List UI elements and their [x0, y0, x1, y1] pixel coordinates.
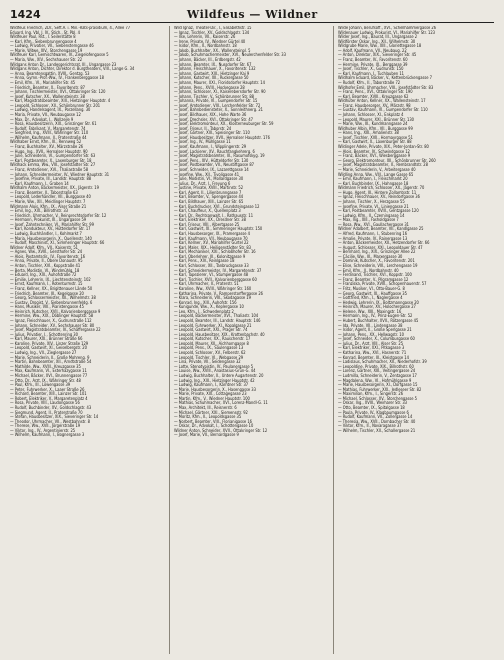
directory-entry: — Konrad, Beamter, III., Kleistgasse 14 — [338, 354, 409, 360]
directory-entry: — Franz, Pens., XVI., Ottakringer Str. 190 — [338, 89, 413, 95]
directory-entry: — Karl, Gastwirt, X., Laxenburger Str. 88 — [338, 139, 412, 145]
directory-entry: — Oskar, Dr., Advokat, I., Schottengasse 10 — [174, 423, 254, 429]
directory-entry: — Leopold, Tischler, VI., Webgasse 29 — [174, 354, 244, 360]
directory-entry: — Franz, Beamter, V., Pilgramgasse 12 — [338, 276, 409, 282]
directory-entry: — Karl, Dr., Rechtsanwalt, I., Rathausstr. 11 — [174, 212, 254, 218]
directory-entry: — Johann, Pens., XVIII., Hockegasse 28 — [174, 84, 245, 90]
directory-entry: — Marie, Ww., III., Kundmanngasse 24 — [338, 121, 408, 127]
directory-entry: — Hubert, Buchhalter, XVII., Rötzergasse 45 — [338, 318, 419, 323]
directory-entry: — Maria, Hausbesorgerin, X., Quellenstr. 140 — [10, 235, 92, 241]
directory-entry: — Hermann, Ing., IV., Prinz-Eugen-Str. 52 — [338, 313, 413, 319]
directory-entry: Wildner Anton, Schneider, XVII., Ottakringer Str. 12 — [174, 427, 268, 433]
directory-entry: Wildgans Anton Dr., Landesgerichtsrat, III., Ungargasse 23 — [10, 61, 117, 67]
directory-entry: — Karl, Buchbinder, IX., Hahngasse 18 — [338, 180, 409, 186]
directory-entry: — Josef, Magistratsbeamter, III., Rasumofskyg. 19 — [174, 153, 265, 159]
directory-entry: — Karl, Kaufmann, I., Graben 14 — [10, 180, 69, 186]
directory-entry: — Josef, Zahntechniker, VI., Mariahilfer Str. 99 — [10, 221, 94, 227]
directory-entry: — Karl, Gastwirt, XI., Simmeringer Hauptstr. 150 — [174, 226, 263, 232]
directory-entry: — Irene, Private, IV., Wiedner Gürtel 40 — [174, 38, 246, 44]
directory-entry: — Josefine, Private, III., Landstr. Hauptstr. 88 — [10, 176, 92, 182]
directory-entry: — Friedrich, Beamter, III., Kegelgasse 20 — [10, 290, 84, 296]
directory-entry: — Emil, Ing., XIX., Billrothstr. 33 — [10, 208, 68, 214]
directory-entry: — Karl, Kaufmann, I., Tuchlauben 11 — [338, 70, 404, 76]
directory-entry: — Karl, Schlosser, XII., Tanbruckgasse 33 — [174, 263, 249, 269]
directory-entry: — Johann, Schneider, XV., Sechshauser Str. 80 — [10, 322, 95, 328]
directory-entry: — Johanna, Private, VI., Gumpendorfer Str. 15 — [174, 98, 258, 104]
directory-entry: — Karl, Kondukteur, XV., Hütteldorfer Str. 17 — [10, 226, 91, 232]
directory-entry: — Katharina, Ww., XVI., Hasnerstr. 71 — [338, 350, 407, 356]
directory-entry: — Karl, Agent, II., Lilienbrunngasse 7 — [174, 189, 242, 195]
directory-entry: — August, Schlosser, XXI., Leopoldauer Str. 47 — [338, 244, 423, 250]
directory-entry: — Theodor, Uhrmacher, VII., Westbahnstr. 8 — [10, 418, 90, 424]
directory-entry: — Fritz, Musiker, VI., Otto-Bauer-G. 8 — [338, 285, 405, 291]
directory-entry: — Heinrich, Kutscher, XVII., Kalvarienberggasse 9 — [10, 308, 101, 314]
directory-entry: — Josefine, Ww., XII., Tivoligasse 41 — [174, 171, 240, 177]
directory-entry: Wildhack Emma, Ww., VIII., Josefstädter Str. 27 — [10, 162, 96, 168]
directory-entry: — Johann, Bäcker, III., Erdbergstr. 42 — [174, 57, 241, 63]
directory-entry: Wildhuber Albin, Kfm., VII., Burggasse 99 — [338, 125, 413, 131]
directory-entry: — Rudolf, Kfm., II., Taborstraße 72 — [338, 79, 401, 85]
directory-entry: Wildner Adolf, Kfm., VII., Kaiserstr. 51 — [10, 244, 78, 250]
directory-entry: — Rosa, Ww., XVI., Gaullachergasse 31 — [338, 221, 409, 227]
directory-entry: — Ernst, Kaufmann, I., Rotenturmstr. 15 — [10, 281, 83, 287]
directory-entry: — Emilie, Lehrerin, IX., Liechtensteinstr. 102 — [10, 276, 91, 282]
directory-entry: Wilder Josef, Ing., Baurat, III., Ungargasse 2 — [338, 34, 418, 40]
directory-entry: — Gottfried, Kfm., I., Naglergasse 4 — [338, 295, 403, 301]
directory-entry: — Wilhelm, Kaufmann, I., Bognergasse 3 — [10, 432, 85, 438]
directory-entry: — Stefan, Hausbesitzer, XIX., Sieveringer Str. 14 — [10, 414, 99, 420]
directory-entry: — Alfred, Kaufmann, I., Stubenring 16 — [338, 231, 408, 237]
directory-entry: — Adolf, Kaufmann, VII., Neubaug. 22 — [338, 47, 407, 53]
directory-entry: — Hermann, Prokurist, III., Ungargasse 59 — [10, 217, 87, 223]
directory-entry: — Johann, Gastwirt, XIII., Hietzinger Kai 9 — [174, 70, 250, 76]
directory-entry: — Karl, Kellner, XV., Mariahilfer Gürtel 22 — [174, 240, 249, 246]
directory-entry: — Karoline, Private, XIV., Linzer Straße 129 — [10, 340, 89, 346]
directory-entry: — Josef, Bildhauer, XIX., Hohe Warte 36 — [174, 111, 247, 117]
directory-entry: — Franziska, Private, XVIII., Schopenhauerstr. 57 — [338, 281, 427, 287]
directory-entry: — Amalie, Private, IV., Rainergasse 13 — [338, 235, 408, 241]
directory-entry: — Richard, Beamter, XIII., Lainzer Str. 101 — [10, 391, 87, 397]
directory-entry: — Martin, Kfm., V., Wiedner Hauptstr. 100 — [174, 395, 250, 401]
directory-entry: — Emil, Kaufmann, I., Fleischmarkt 20 — [338, 176, 408, 182]
directory-entry: — Leopold, Hausbesitzer, XIX., Krottenbachstr. 40 — [174, 331, 265, 337]
directory-entry: — Berta, Modistin, VI., Windmühlg. 18 — [10, 267, 80, 273]
directory-entry: — Hedwig, Lehrerin, IX., Boltzmanngasse 20 — [338, 299, 419, 305]
directory-entry: — Maria, Ww., XIV., Sechshauser Str. 22 — [10, 57, 83, 63]
directory-entry: — Michael, Schlosser, XV., Storchengasse 5 — [338, 395, 417, 401]
directory-entry: — Ladislaus, Schuhmacher, XII., Niederhofstr. 39 — [338, 359, 427, 365]
directory-entry: — Leopold, Pens., IX., Säulengasse 13 — [174, 345, 244, 351]
directory-entry: — Leopold, Beamter, III., Landstr. Hauptstr. 146 — [174, 318, 261, 323]
directory-entry: — Karl, Elektriker, XX., Dresdner Str. 38 — [174, 217, 246, 223]
directory-entry: — Magdalena, Ww., VI., Hofmühlgasse 9 — [338, 377, 412, 383]
directory-entry: — Karl, Postbeamter, X., Laxenburger Str. 18 — [10, 157, 92, 163]
directory-entry: — Robert, Elektriker, V., Margaretenplatz 4 — [10, 395, 88, 401]
directory-entry: — Karl, Chauffeur, X., Quellenplatz 3 — [174, 208, 241, 214]
directory-entry: — Leopold, Gastwirt, XXI., Prager Str. 74 — [174, 327, 248, 333]
directory-entry: — Johann, Schneidermeister, IV., Wiedner Hauptstr. 31 — [10, 171, 110, 177]
directory-entry: — Hugo, Agent, III., Hintere Zollamtsstr. 11 — [338, 189, 417, 195]
directory-entry: — Ludwig, Buchhändler, I., Kohlmarkt 7 — [10, 231, 82, 237]
directory-entry: Wild Ignaz, Theater-Dir., I., Elisabethstr. 15 — [174, 26, 252, 30]
directory-entry: — Mathias, Schuhmacher, XVI., Lorenz-Mandl-G. 11 — [174, 400, 268, 406]
directory-entry: — Johann, Tischler, X., Herzgasse 55 — [338, 198, 405, 204]
directory-entry: Wildhalm Eduard, Bäcker, V., Kettenbrückengasse 7 — [338, 75, 432, 81]
directory-entry: Wildgans Anton, Dichter, Direktor d. Burgtheaters, VIII., Lange G. 34 — [10, 66, 135, 72]
directory-entry: — Emil, Kfm., II., Nordbahnstr. 40 — [338, 267, 399, 273]
directory-entry: Wildmann Alois, Kfm., IX., Alser Straße 21 — [10, 203, 87, 209]
directory-entry: — Elise, Schneiderin, VIII., Lerchengasse 19 — [338, 263, 418, 269]
directory-entry: — Otto, Dr., Arzt, IX., Währinger Str. 48 — [10, 377, 81, 383]
directory-entry: — Helene, Ww., XIII., Maxingstr. 16 — [338, 308, 402, 314]
directory-entry: — Josef, Gärtner, XIII., Speisinger Str. 110 — [174, 130, 250, 136]
directory-entry: — Paul, Kfm., III., Löwengasse 39 — [10, 382, 71, 388]
directory-entry: — Georg, Gastwirt, XI., Hauffgasse 35 — [338, 290, 407, 296]
column-3 — [338, 26, 494, 654]
directory-entry: — Karl, Tischler, XVII., Kalvarienberggasse 60 — [174, 276, 257, 282]
directory-entry: — Johann, Tischlermeister, XVI., Ottakringer Str. 120 — [10, 89, 106, 95]
directory-entry: — Karl, Bildhauer, XIII., Lainzer Str. 65 — [174, 198, 244, 204]
directory-entry: — Franz, Bäcker, XVI., Wiesberggasse 9 — [338, 153, 411, 159]
directory-entry: — Rudolf, Maschinist, XI., Simmeringer Hauptstr. 66 — [10, 240, 105, 246]
directory-entry: — Josef, Marie, VII., Bernardgasse 9 — [174, 432, 239, 438]
directory-entry: — Katharina, Private, V., Ramperstorffergasse 26 — [174, 290, 263, 296]
directory-entry: — Siegfried, Ing., XVIII., Währinger Str. 110 — [10, 130, 89, 136]
directory-entry: — Karl, Maurer, XXI., Brünner Straße 66 — [10, 336, 83, 342]
directory-entry: — Ludwig, Handelsagent, IX., Porzellang. 30 — [10, 107, 91, 113]
directory-entry: — Josef, Pens., XIV., Hütteldorfer Str. 130 — [174, 157, 249, 163]
page-header — [10, 6, 494, 23]
directory-entry: — Louise, Ww., XVIII., Anastasius-Grün-G. 44 — [174, 368, 256, 374]
directory-entry: — Marie, Hausbesorgerin, XI., Dorfgasse 15 — [338, 382, 418, 388]
directory-entry: — Karl, Hausbesorger, IX., Pramergasse 4 — [174, 231, 250, 237]
directory-entry: Wilde Johann, Berufsoff., XVI., Schellhammergasse 26 — [338, 26, 437, 30]
directory-entry: — Hugo, Ing., XVII., Hernalser Hauptstr. 90 — [10, 148, 88, 154]
directory-entry: — Siegmund, Agent, II., Praterstraße 70 — [10, 409, 83, 415]
directory-entry: — Johann, Tischler, V., Schönbrunner Str. 88 — [174, 93, 254, 99]
directory-entry: Wildenauer Ludwig, Prokurist, VI., Mariahilfer Str. 123 — [338, 29, 435, 35]
directory-entry: Wildförster Oskar, Ing., XII., Wilhelmstr. 30 — [338, 38, 416, 44]
directory-entry: — Jakob, Schuhmachermeister, XVI., Neulerchenfelder Str. 33 — [174, 52, 286, 58]
directory-entry: — Max, Dr., Advokat, I., Wollzeile 9 — [10, 116, 74, 122]
directory-entry: — Leopold, Schlosser, XV., Felberstr. 62 — [174, 350, 246, 356]
directory-entry: — Viktor, Ing., IV., Argentinierstr. 25 — [10, 427, 76, 433]
directory-entry: — Therese, Ww., XVII., Jörgerstraße 19 — [10, 423, 81, 429]
directory-entry: — Marie, Schneiderin, V., Arbeitergasse 40 — [338, 166, 416, 172]
directory-entry: Wildfeuer Paul, Rst., I. Seilerstätte 8 — [10, 34, 76, 40]
directory-entry: — Anna, Gymn.-Prof.-Ww., IV., Frankenberggasse 18 — [10, 75, 104, 81]
directory-entry: — Karl, Schneidermeister, IV., Margaretenstr. 37 — [174, 267, 262, 273]
directory-entry: — Josef, Ing., IV., Mühlgasse 11 — [174, 139, 231, 145]
directory-entry: — Ignaz, Fleischhauer, XV., Reindorfgasse 36 — [338, 194, 420, 200]
directory-entry: Wildling Anna, Ww., VIII., Lange Gasse 65 — [338, 171, 414, 177]
directory-entry: — Johann, Kutscher, XII., Ruckergasse 50 — [174, 75, 249, 81]
directory-entry: — Karl, Postbeamter, XVIII., Gentzgasse 120 — [338, 208, 419, 214]
directory-entry: — Karl, Beamter, XVIII., Kreuzgasse 62 — [338, 93, 409, 99]
directory-entry: — Franz, Beamter, IV., Favoritenstr. 60 — [338, 57, 408, 63]
directory-entry: Wildinger Adele, Private, XIX., Peter-Jordan-Str. 80 — [338, 144, 429, 150]
directory-entry: — Johann, Pens., XX., Hellwagstr. 10 — [338, 331, 404, 337]
directory-entry: — Leopold, Fuhrwerker, XI., Kopalgasse 21 — [174, 322, 252, 328]
directory-entry: — Rudolf, Fabrikant, V., Margaretenstr. 74 — [10, 125, 86, 131]
directory-entry: — Anton, Tischler, XVI., Koppstraße 41 — [10, 263, 81, 269]
directory-entry: — Karoline, Ww., XVIII., Währinger Str. 160 — [174, 285, 252, 291]
directory-entry: — Karl, Friseur, VIII., Albertgasse 25 — [174, 221, 240, 227]
directory-entry: — Marie, Ww., XII., Meidlinger Hauptstr. 7 — [10, 198, 86, 204]
directory-entry: — Julius, Privatier, I., Schottenring 30 — [10, 331, 78, 337]
directory-entry: — Theresia, Ww., XVII., Dornbacher Str. 40 — [338, 418, 416, 424]
directory-entry: — Anton, Direktor, XIX., Sieveringer Str. 45 — [338, 52, 417, 58]
directory-entry: — Johann, Schlosser, XI., Enkplatz 4 — [338, 111, 404, 117]
directory-entry: — Josef, Kutscher, XX., Wallensteinstr. 38 — [10, 93, 85, 99]
directory-entry: — Karl, Tapezierer, VI., Stumpergasse 48 — [174, 272, 249, 278]
directory-entry: — Leopold, Lederhändler, VII., Burggasse 40 — [10, 194, 91, 200]
directory-entry: — Hans, Musiker, VIII., Piaristengasse 45 — [10, 304, 84, 310]
directory-entry: — Leopold, Schlosser, XII., Schönbrunner Str. 201 — [10, 102, 101, 108]
directory-entry: — Josef, Schneider, X., Columbusgasse 60 — [338, 336, 415, 342]
directory-entry: — Mathilde, Ww., XVIII., Kreuzgasse 35 — [10, 363, 81, 369]
directory-entry: — Karl, Beamter, V., Spengergasse 44 — [174, 194, 244, 200]
directory-entry: — Friedrich, Uhrmacher, V., Reinprechtsdorfer Str. 12 — [10, 212, 107, 218]
directory-entry: — Johann, Maurer, XXI., Floridsdorfer Hauptstr. 14 — [174, 79, 265, 85]
directory-entry: — Ignaz, Fleischhauer, X., Gudrunstraße 112 — [10, 318, 92, 323]
directory-entry: — Gustav, Kaufmann, VI., Gumpendorfer Str. 110 — [338, 107, 428, 113]
directory-entry: — Josefine, Private, VI., Liniengasse 21 — [338, 203, 409, 209]
directory-entry: — Karl, Kfm., Siebenbrunnengasse 4 — [10, 38, 77, 44]
directory-entry: — Josef, Postbeamter, VII., Neustiftgasse 87 — [174, 162, 254, 168]
directory-entry: — Wilhelm, Kaufmann, II., Praterstraße 44 — [10, 134, 87, 140]
directory-entry: — Johann, Schlosser, XI., Kaiserebersdorfer Str. 90 — [174, 89, 266, 95]
directory-entry: — Georg, Schlossermeister, XII., Wilhelmstr. 38 — [10, 295, 96, 301]
directory-entry: — Josef, Elektromonteur, XX., Klosterneuburger Str. 59 — [174, 121, 274, 127]
directory-entry: — Leopold, Maurer, XII., Aichhorngasse 8 — [174, 340, 249, 346]
directory-entry: — Karl, Maler, XIX., Heiligenstädter Str. 83 — [174, 244, 251, 250]
directory-entry: — Rosa, Hausbesitzerin, XIX., Grinzinger Str. 61 — [10, 121, 97, 127]
directory-entry: — Josef, Magistratsbeamter, IV., Schäffergasse 22 — [10, 327, 101, 333]
directory-entry: — Ilse, Lehrerin, VII., Kaiserstr. 26 — [174, 34, 236, 40]
directory-entry: — Karl, Uhrmacher, II., Praterstr. 51 — [174, 281, 239, 287]
directory-entry: — Cäcilie, Ww., III., Marxergasse 30 — [338, 253, 403, 259]
directory-entry: — Leopoldine, Private, XIX., Billrothstr. 60 — [338, 363, 414, 369]
directory-entry: — Karl, Buchdrucker, XVI., Grundsteingasse 12 — [174, 203, 260, 209]
directory-entry: — Ludwig, Kfm., II., Czerningasse 14 — [338, 212, 405, 218]
directory-entry: — Hermine, Private, IX., Berggasse 39 — [338, 61, 408, 67]
directory-entry: — Karl, Magistratsbeamter, XIII., Hietzinger Hauptstr. 4 — [10, 98, 111, 104]
directory-entry: — Anna, Private, II., Obere Donaustr. 95 — [10, 258, 83, 264]
directory-entry: — Franz, Kellner, XX., Brigittenauer Lände 50 — [10, 285, 93, 291]
directory-entry: — Maximilian, Kfm., I., Singerstr. 26 — [338, 391, 404, 397]
directory-entry: — Karl, Mechaniker, XXI., Schloßhofer Str. 16 — [174, 249, 256, 255]
directory-entry: — Viktor, Kfm., II., Novaragasse 37 — [338, 423, 402, 429]
directory-columns — [10, 26, 494, 654]
directory-entry: — Julie, Schneiderin, VI., Gumpendorfer Str. 63 — [10, 153, 96, 159]
directory-entry: Wildfeus Friedrich, 2Dr., Seft.A. i. Min.-Rats-präsidium, 4., Allee 77 — [10, 26, 131, 30]
directory-entry: — Hans, Ing., XIII., Amalienstr. 38 — [338, 130, 399, 136]
directory-entry: — Michael, Bäcker, XVI., Brunnengasse 77 — [10, 372, 88, 378]
directory-entry: — Marie, Private, XIX., Cottagegasse 23 — [174, 391, 247, 397]
directory-entry: — Agnes, Ww., XVIII., Gersthofer Str. 24 — [10, 249, 83, 255]
directory-entry: — Leopold, Maurer, XXI., Brünner Str. 130 — [338, 116, 414, 122]
directory-entry: — Klara, Schneiderin, VIII., Skodagasse 19 — [174, 295, 251, 301]
directory-entry: — Mathias, Fuhrwerker, XXI., Jedleseer Str. 82 — [338, 386, 422, 392]
directory-entry: — Martin, Bahnbeamter, XII., Arndtstraße 54 — [10, 359, 92, 365]
directory-entry: — Hermine, Ww., XIX., Döblinger Hauptstr. 58 — [10, 313, 94, 319]
directory-entry: — Josef, Tischler, X., Gudrunstr. 150 — [338, 66, 404, 72]
directory-entry: — Gustav, Drogist, V., Siebenbrunnenfeldg. 6 — [10, 299, 93, 305]
directory-entry: — Max, Architekt, III., Reisnerstr. 6 — [174, 404, 237, 410]
directory-entry: — Josef, Tischler, XVII., Hormayrgasse 51 — [338, 134, 413, 140]
directory-entry: — Rosa, Private, VIII., Laudongasse 56 — [10, 400, 80, 406]
directory-entry: — Lotte, Stenotypistin, IV., Paulanergasse 5 — [174, 363, 254, 369]
page-number: 1424 — [10, 7, 41, 21]
directory-entry: — Jakob, Buchhalter, XX., Wallensteinpl. 5 — [174, 47, 251, 53]
directory-entry: — Konrad, Ing., XIII., Auhofstr. 156 — [174, 299, 237, 305]
directory-entry: — Ferdinand, Tischler, XVI., Koppstr. 100 — [338, 272, 412, 278]
directory-entry: — Ida, Private, VII., Lindengasse 38 — [338, 322, 403, 328]
directory-entry: — Justine, Private, XVIII., Martinstr. 52 — [174, 185, 244, 191]
directory-entry: — Josef, Drechsler, XVI., Ottakringer Str. 47 — [174, 116, 253, 122]
directory-entry: — Alois, Beamter, IV., Schwindgasse 12 — [338, 148, 410, 154]
directory-entry: — Moritz, Kfm., II., Leopoldsgasse 35 — [174, 414, 242, 420]
directory-entry: Wildfeuer Karl, Gemischtwaren, IV., Ziegelofengasse 5 — [10, 52, 109, 58]
directory-entry: — Ludwig, Buchhalter, II., Untere Augartenstr. 20 — [174, 372, 264, 378]
directory-entry: — Julius, Dr., Arzt, I., Freyung 6 — [174, 180, 231, 186]
directory-entry: — Kunigunde, Ww., X., Keplergasse 10 — [174, 304, 244, 310]
directory-entry: — Isidor, Agent, II., Große Sperlgasse 21 — [338, 327, 412, 333]
directory-entry: — Dominik, Kutscher, X., Favoritenstr. 201 — [338, 258, 415, 264]
directory-entry: — Anton, Bäckermeister, XII., Hetzendorfer Str. 66 — [338, 240, 430, 246]
directory-entry: Wildmann Friedrich, Schlosser, XX., Jägerstr. 70 — [338, 185, 425, 191]
directory-entry: — Franz, Hausbesorger, XV., Märzstr. 98 — [338, 102, 411, 108]
directory-entry: — Ludwig, Ing., XIII., Hietzinger Hauptstr. 42 — [174, 377, 255, 383]
directory-entry: — Karl, Pens., XIV., Reinlgasse 18 — [174, 258, 235, 264]
directory-entry: — Ludwig, Ing., VII., Zieglergasse 27 — [10, 350, 77, 356]
directory-entry: Wildhüter Anton, Kellner, XX., Wallensteinstr. 17 — [338, 98, 426, 104]
directory-entry: — Isidor, Kfm., II., Nordbahnstr. 18 — [174, 43, 237, 49]
directory-entry: — Karl, Elektriker, XXI., Pitkagasse 3 — [338, 345, 405, 351]
directory-entry: — Johann, Beamter, IX., Nussdorfer Str. 67 — [174, 61, 252, 67]
directory-entry: — Ludmilla, Schneiderin, V., Zentagasse 17 — [338, 372, 417, 378]
column-1 — [10, 26, 170, 654]
running-head: Wildfeus — Wildner — [186, 7, 318, 21]
directory-entry: — Marie, Hausbesorgerin, X., Hasengasse 33 — [174, 386, 256, 392]
directory-entry: — Paula, Private, IV., Klagbaumgasse 6 — [338, 409, 409, 415]
directory-entry: Wildhofer Emil, Uhrmacher, VIII., Josefstädter Str. 83 — [338, 84, 434, 90]
directory-entry: — Friedrich, Beamter, X., Favoritenstr. 87 — [10, 84, 85, 90]
directory-entry: — Eduard, Ing., XIII., Auhofstraße 72 — [10, 272, 77, 278]
directory-entry: — Johann, Fleischhauer, X., Favoritenstr. 132 — [174, 66, 256, 72]
directory-entry: Wildner Adalbert, Beamter, VII., Kandlgasse 25 — [338, 226, 424, 232]
directory-entry: — Alois, Postamtsdir., IV., Favoritenstr. 16 — [10, 253, 86, 259]
directory-entry: — Josef, Schneider, IX., Lazarettgasse 14 — [174, 166, 249, 172]
directory-entry: — Michael, Gärtner, XXI., Siemensstr. 92 — [174, 409, 248, 415]
directory-entry: — Rudolf, Buchbinder, XV., Goldschlagstr. 43 — [10, 404, 92, 410]
directory-entry: — Marie, Witwe, XIV., Storchengasse 19 — [10, 47, 83, 53]
directory-entry: — Ludwig, Kaufmann, I., Kärntner Str. 37 — [174, 382, 249, 388]
directory-entry: — Marie, Schneiderin, II., Große Mohreng. 9 — [10, 354, 90, 360]
directory-entry: — Josef, Magistratsbeamter, II., Rembrandtstr. 28 — [338, 162, 428, 168]
directory-entry: — Georg, Elektromonteur, XII., Schönbrunner Str. 260 — [338, 157, 436, 163]
directory-entry: — Josef, Hausbesitzer, XVII., Hernalser Hauptstr. 176 — [174, 134, 270, 140]
directory-entry: — Max, Ing., XIII., Fasholdgasse 7 — [338, 217, 399, 223]
directory-entry: — Karl, Kaufmann, VII., Neubaugasse 70 — [174, 235, 248, 241]
directory-entry: — Bernhard, Ing., XIX., Grinzinger Allee 22 — [338, 249, 416, 255]
directory-entry: — Emil, Kfm., VI., Mariahilfer Str. 45 — [10, 79, 76, 85]
directory-entry: Wildhaber Ernst, Kfm., III., Rennweg 52 — [10, 139, 82, 145]
directory-entry: — Leopold, Bäckermeister, XVI., Thaliastr. 104 — [174, 313, 259, 319]
directory-entry: — Peter, Fuhrwerker, X., Laaer Straße 26 — [10, 386, 85, 392]
directory-entry: — Lina, Private, VII., Seidengasse 32 — [174, 359, 241, 365]
directory-entry: — Lorenz, Gärtner, XIII., Veitingergasse 24 — [338, 368, 416, 374]
directory-entry: — Ludwig, Privatier, VII., Siebensterngasse 46 — [10, 43, 94, 49]
column-2 — [174, 26, 334, 654]
directory-entry: — Otto, Beamter, IX., Spitalgasse 18 — [338, 404, 405, 410]
directory-entry: — Josef, Kaufmann, I., Wipplingerstr. 29 — [174, 144, 247, 150]
directory-entry: — Josef, Lackierer, XV., Rauchfangkehrerg. 6 — [174, 148, 255, 154]
directory-entry: — Maria, Private, VII., Neubaugasse 12 — [10, 111, 81, 117]
directory-entry: — Josef, Friseur, II., Taborstr. 24 — [174, 125, 232, 131]
directory-entry: — Karl, Oberlehrer, III., Kolonitzgasse 9 — [174, 253, 246, 259]
directory-entry: — Franz, Buchhalter, XV., Märzstraße 26 — [10, 144, 84, 150]
directory-entry: — Anna, Beamtensgattin, XVIII., Gentzg. 53 — [10, 70, 90, 76]
directory-entry: — Julie, Modistin, VI., Mollardgasse 30 — [174, 176, 244, 182]
directory-entry: — Leo, Kfm., I., Schwedenplatz 2 — [174, 308, 234, 314]
directory-entry: — Josef, Bahnbediensteter, X., Sonnleithnerg. 21 — [174, 107, 263, 113]
directory-entry: — Rudolf, Kaufmann, VII., Zollergasse 14 — [338, 414, 413, 420]
directory-entry: — Heinrich, Maurer, XV., Holochergasse 27 — [338, 304, 416, 310]
directory-entry: — Julius, Dr., Arzt, VIII., Alser Str. 25 — [338, 340, 404, 346]
directory-entry: Eduard, Ing. Vbl. J. IV., Stich., St. Pbl. 4 — [10, 29, 80, 35]
directory-entry: — Ignaz, Tischler, XV., Goldschlagstr. 134 — [174, 29, 250, 35]
directory-entry: — Max, Kaufmann, VI., Esterhazygasse 11 — [10, 368, 87, 374]
directory-entry: Wildhalm Anton, Bäckermeister, XX., Jägerstr. 19 — [10, 185, 99, 191]
directory-entry: — Franz, Amtsdiener, XVI., Thaliastraße 58 — [10, 166, 89, 172]
directory-entry: — Leopold, Kutscher, XX., Rauscherstr. 17 — [174, 336, 251, 342]
directory-entry: — Leopold, Gastwirt, XI., Geiselbergstr. 20 — [10, 345, 87, 351]
directory-entry: — Josef, Amtsdiener, VIII., Lerchenfelder Str. 72 — [174, 102, 261, 108]
directory-entry: — Oskar, Ing., XVIII., Weimarer Str. 33 — [338, 400, 407, 406]
directory-entry: — Franz, Beamter, II., Taborstraße 63 — [10, 189, 78, 195]
directory-entry: — Wilhelm, Tischler, XII., Schallergasse 21 — [338, 427, 416, 433]
directory-entry: — Norbert, Beamter, VIII., Florianigasse 16 — [174, 418, 252, 424]
directory-entry: Wildgrube Marie, Ww., XIII., Gloriettegasse 18 — [338, 43, 422, 49]
